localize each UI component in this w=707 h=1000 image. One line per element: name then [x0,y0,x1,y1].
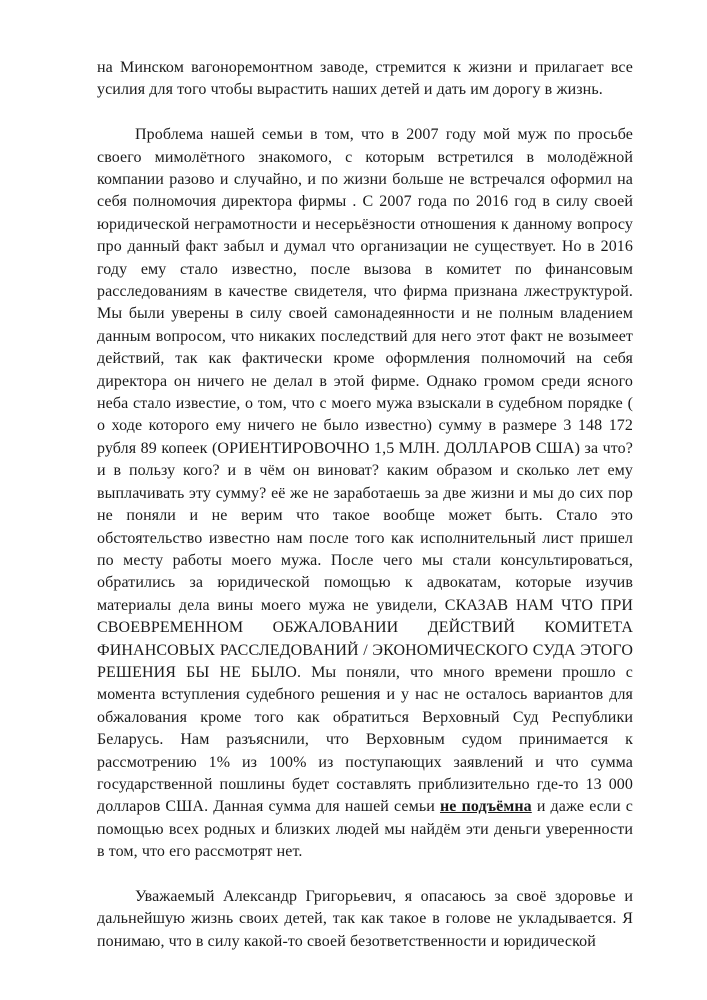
paragraph-work-family [97,57,633,102]
emphasis-not-affordable: не подъёмна [439,798,532,816]
paragraph-text: Проблема нашей семьи в том, что в 2007 году мой муж по просьбе своего мимолётного знакомого, с которым встретился в молодёжной компании разово и случайно, и по жизни больше не встречался оформил на себя полномочия директора фирмы . С 2007 года по 2016 год в силу своей юридической неграмотности и несерьёзности отношения к данному вопросу про данный факт забыл и думал что организации не существует. Но в 2016 году ему стало известно, после вызова в комитет по финансовым расследованиям в качестве свидетеля, что фирма признана лжеструктурой. Мы были уверены в силу своей самонадеянности и не полным владением данным вопросом, что никаких последствий для него этот факт не возымеет действий, так как фактически кроме оформления полномочий на себя директора он ничего не делал в этой фирме. Однако громом среди ясного неба стало известие, о том, что с моего мужа взыскали в судебном порядке ( о ходе которого ему ничего не было известно) сумму в размере 3 148 172 рубля 89 копеек (ОРИЕНТИРОВОЧНО 1,5 МЛН. ДОЛЛАРОВ США) за что? и в пользу кого? и в чём он виноват? каким образом и сколько лет ему выплачивать эту сумму? её же не заработаешь за две жизни и мы до сих пор не поняли и не верим что такое вообще может быть. Стало это обстоятельство известно нам после того как исполнительный лист пришел по месту работы моего мужа. После чего мы стали консультироваться, обратились за юридической помощью к адвокатам, которые изучив материалы дела вины моего мужа не увидели, СКАЗАВ НАМ ЧТО ПРИ СВОЕВРЕМЕННОМ ОБЖАЛОВАНИИ ДЕЙСТВИЙ КОМИТЕТА ФИНАНСОВЫХ РАССЛЕДОВАНИЙ / ЭКОНОМИЧЕСКОГО СУДА ЭТОГО РЕШЕНИЯ БЫ НЕ БЫЛО. Мы поняли, что много времени прошло с момента вступления судебного решения и у нас не осталось вариантов для обжалования кроме того как обратиться Верховный Суд Республики Беларусь. Нам разъяснили, что Верховным судом принимается к рассмотрению 1% из 100% из поступающих заявлений и что сумма государственной пошлины будет составлять приблизительно где-то 13 000 долларов США. Данная сумма для нашей семьи [97,126,633,816]
paragraph-problem-description [97,124,633,863]
paragraph-appeal-to-official [97,886,633,953]
paragraph-text: и даже если с помощью всех родных и близких людей мы найдём эти деньги уверенности в том, что его рассмотрят нет. [97,798,633,861]
paragraph-text: на Минском вагоноремонтном заводе, стремится к жизни и прилагает все усилия для того чтобы вырастить наших детей и дать им дорогу в жизнь. [97,59,633,99]
letter-text-block [97,57,633,953]
paragraph-text: Уважаемый Александр Григорьевич, я опасаюсь за своё здоровье и дальнейшую жизнь своих детей, так как такое в голове не укладывается. Я понимаю, что в силу какой-то своей безответственности и юридической [97,888,633,950]
